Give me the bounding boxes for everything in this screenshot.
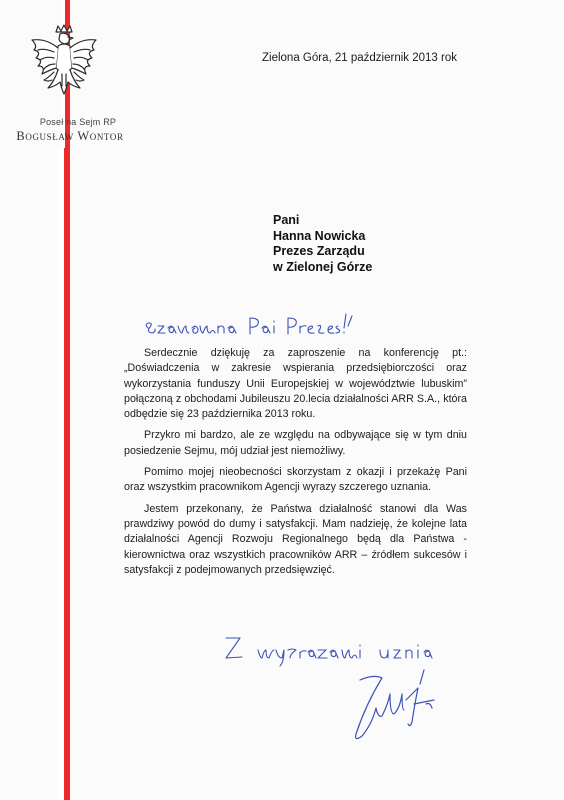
body-paragraph: Jestem przekonany, że Państwa działalność stanowi dla Was prawdziwy powód do dumy i satysfakcji. Mam nadzieję, że kolejne lata działalności Agencji Rozwoju Regionalnego będą dla Państwa - kierownictwa oraz wszystkich pracowników ARR – źródłem sukcesów i satysfakcji z podejmowanych przedsięwzięć.: [124, 502, 467, 576]
body-paragraph: Serdecznie dziękuję za zaproszenie na konferencję pt.: „Doświadczenia w zakresie wspierania przedsiębiorczości oraz wykorzystania funduszy Unii Europejskiej w województwie lubuskim” połączoną z obchodami Jubileuszu 20.lecia działalności ARR S.A., która odbędzie się 23 października 2013 roku.: [124, 347, 467, 421]
body-paragraph: Przykro mi bardzo, ale ze względu na odbywające się w tym dniu posiedzenie Sejmu, mój udział jest niemożliwy.: [124, 429, 467, 457]
sender-name: Bogusław Wontor: [16, 129, 124, 143]
addressee-block: [273, 213, 372, 275]
stripe-white-red-band: [58, 148, 70, 800]
polish-eagle-icon: [24, 24, 104, 112]
addressee-name: Hanna Nowicka: [273, 228, 366, 243]
addressee-position: Prezes Zarządu: [273, 244, 365, 258]
body-paragraph: Pomimo mojej nieobecności skorzystam z okazji i przekażę Pani oraz wszystkim pracownikom Agencji wyrazy szczerego uznania.: [124, 466, 467, 494]
handwritten-salutation: [140, 306, 400, 346]
addressee-line: Pani: [273, 213, 300, 227]
sender-role: Poseł na Sejm RP: [39, 117, 117, 127]
letter-body: [124, 346, 467, 584]
handwritten-signature: [346, 664, 456, 754]
addressee-location: w Zielonej Górze: [273, 259, 373, 274]
letter-date: Zielona Góra, 21 październik 2013 rok: [262, 52, 457, 64]
